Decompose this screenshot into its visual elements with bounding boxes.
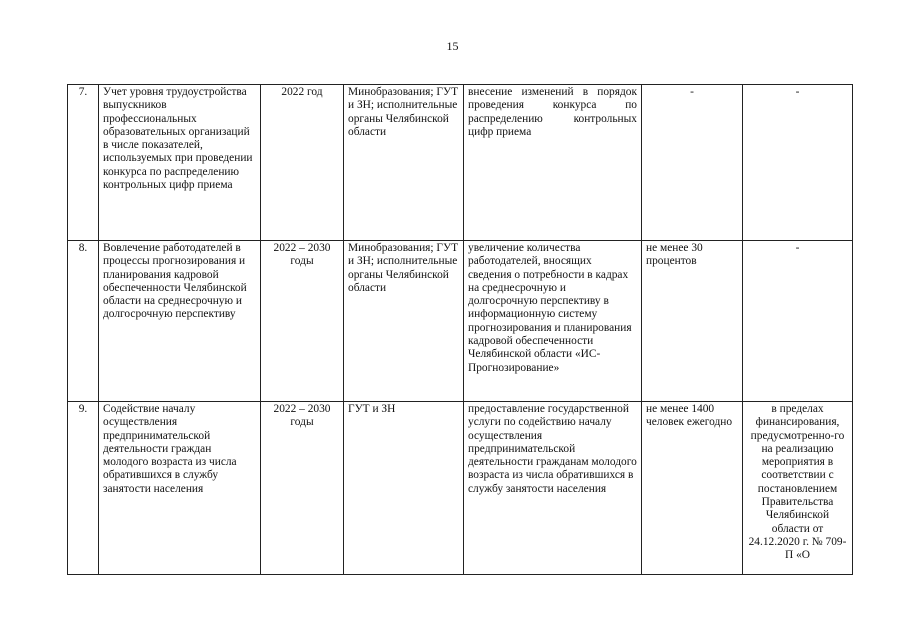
measure-name: Вовлечение работодателей в процессы прогнозирования и планирования кадровой обеспеченности Челябинской области на среднесрочную и долгосрочную перспективу [99,241,261,402]
responsible-executors: Минобразования; ГУТ и ЗН; исполнительные органы Челябинской области [344,85,464,241]
table-row [68,402,853,575]
measures-table [67,84,853,575]
measure-name: Учет уровня трудоустройства выпускников профессиональных образовательных организаций в числе показателей, используемых при проведении конкурса по распределению контрольных цифр приема [99,85,261,241]
implementation-period: 2022 год [261,85,344,241]
expected-result: предоставление государственной услуги по содействию началу осуществления предпринимательской деятельности гражданам молодого возраста из числа обратившихся в службу занятости населения [464,402,642,575]
implementation-period: 2022 – 2030 годы [261,241,344,402]
table-row [68,85,853,241]
target-indicator: не менее 30 процентов [642,241,743,402]
responsible-executors: Минобразования; ГУТ и ЗН; исполнительные органы Челябинской области [344,241,464,402]
target-indicator: - [642,85,743,241]
page-number: 15 [446,39,459,53]
target-indicator: не менее 1400 человек ежегодно [642,402,743,575]
expected-result: увеличение количества работодателей, вносящих сведения о потребности в кадрах на среднесрочную и долгосрочную перспективу в информационную систему прогнозирования и планирования кадровой обеспеченности Челябинской области «ИС-Прогнозирование» [464,241,642,402]
row-number: 9. [68,402,99,575]
responsible-executors: ГУТ и ЗН [344,402,464,575]
implementation-period: 2022 – 2030 годы [261,402,344,575]
expected-result: внесение изменений в порядок проведения конкурса по распределению контрольных цифр приема [464,85,642,241]
row-number: 7. [68,85,99,241]
measure-name: Содействие началу осуществления предпринимательской деятельности граждан молодого возраста из числа обратившихся в службу занятости населения [99,402,261,575]
table-row [68,241,853,402]
funding-source: - [743,241,853,402]
row-number: 8. [68,241,99,402]
funding-source: в пределах финансирования, предусмотренно-го на реализацию мероприятия в соответствии с постановлением Правительства Челябинской области от 24.12.2020 г. № 709-П «О [743,402,853,575]
funding-source: - [743,85,853,241]
